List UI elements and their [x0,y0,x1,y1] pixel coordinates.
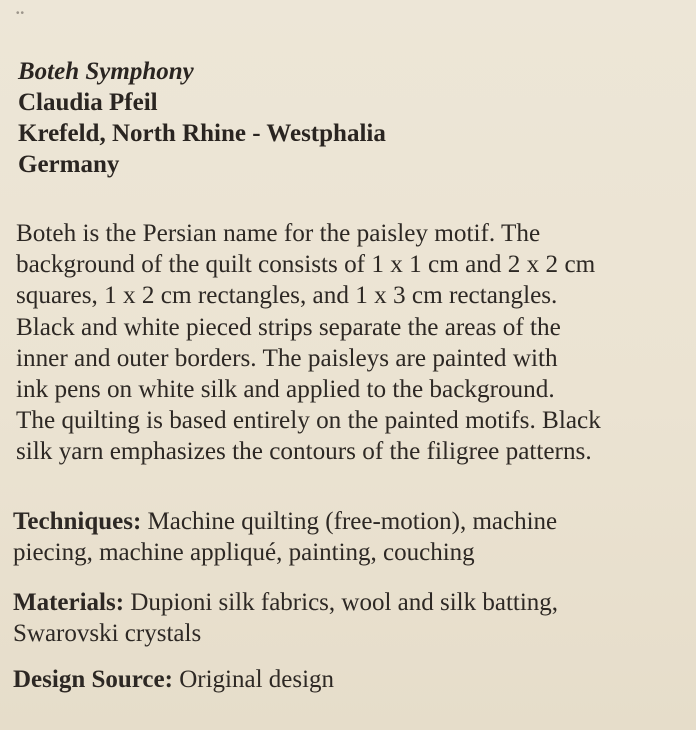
label-header [18,56,386,180]
description-line: ink pens on white silk and applied to the background. [16,376,555,404]
design-source-label: Design Source: [13,666,173,693]
materials-value-line2: Swarovski crystals [13,620,202,647]
quilt-description [16,218,692,468]
corner-dots: •• [16,8,26,19]
description-line: squares, 1 x 2 cm rectangles, and 1 x 3 cm rectangles. [16,282,558,310]
techniques-section [13,506,689,568]
materials-label: Materials: [13,589,125,616]
materials-section [13,587,689,649]
techniques-value-line1: Machine quilting (free-motion), machine [147,508,558,535]
techniques-label: Techniques: [13,508,142,535]
techniques-value-line2: piecing, machine appliqué, painting, couching [13,539,475,566]
materials-value-line1: Dupioni silk fabrics, wool and silk batting, [130,589,559,616]
design-source-value: Original design [179,666,335,693]
description-line: background of the quilt consists of 1 x 1 cm and 2 x 2 cm [16,251,596,279]
artist-country: Germany [18,151,120,178]
quilt-title: Boteh Symphony [18,58,194,85]
description-line: Black and white pieced strips separate the areas of the [16,313,561,341]
artist-location: Krefeld, North Rhine - Westphalia [18,120,386,147]
description-line: Boteh is the Persian name for the paisley motif. The [16,220,541,247]
description-line: silk yarn emphasizes the contours of the filigree patterns. [16,438,592,466]
artist-name: Claudia Pfeil [18,89,158,116]
design-source-section [13,664,689,695]
description-line: The quilting is based entirely on the painted motifs. Black [16,407,601,435]
description-line: inner and outer borders. The paisleys are painted with [16,344,558,372]
